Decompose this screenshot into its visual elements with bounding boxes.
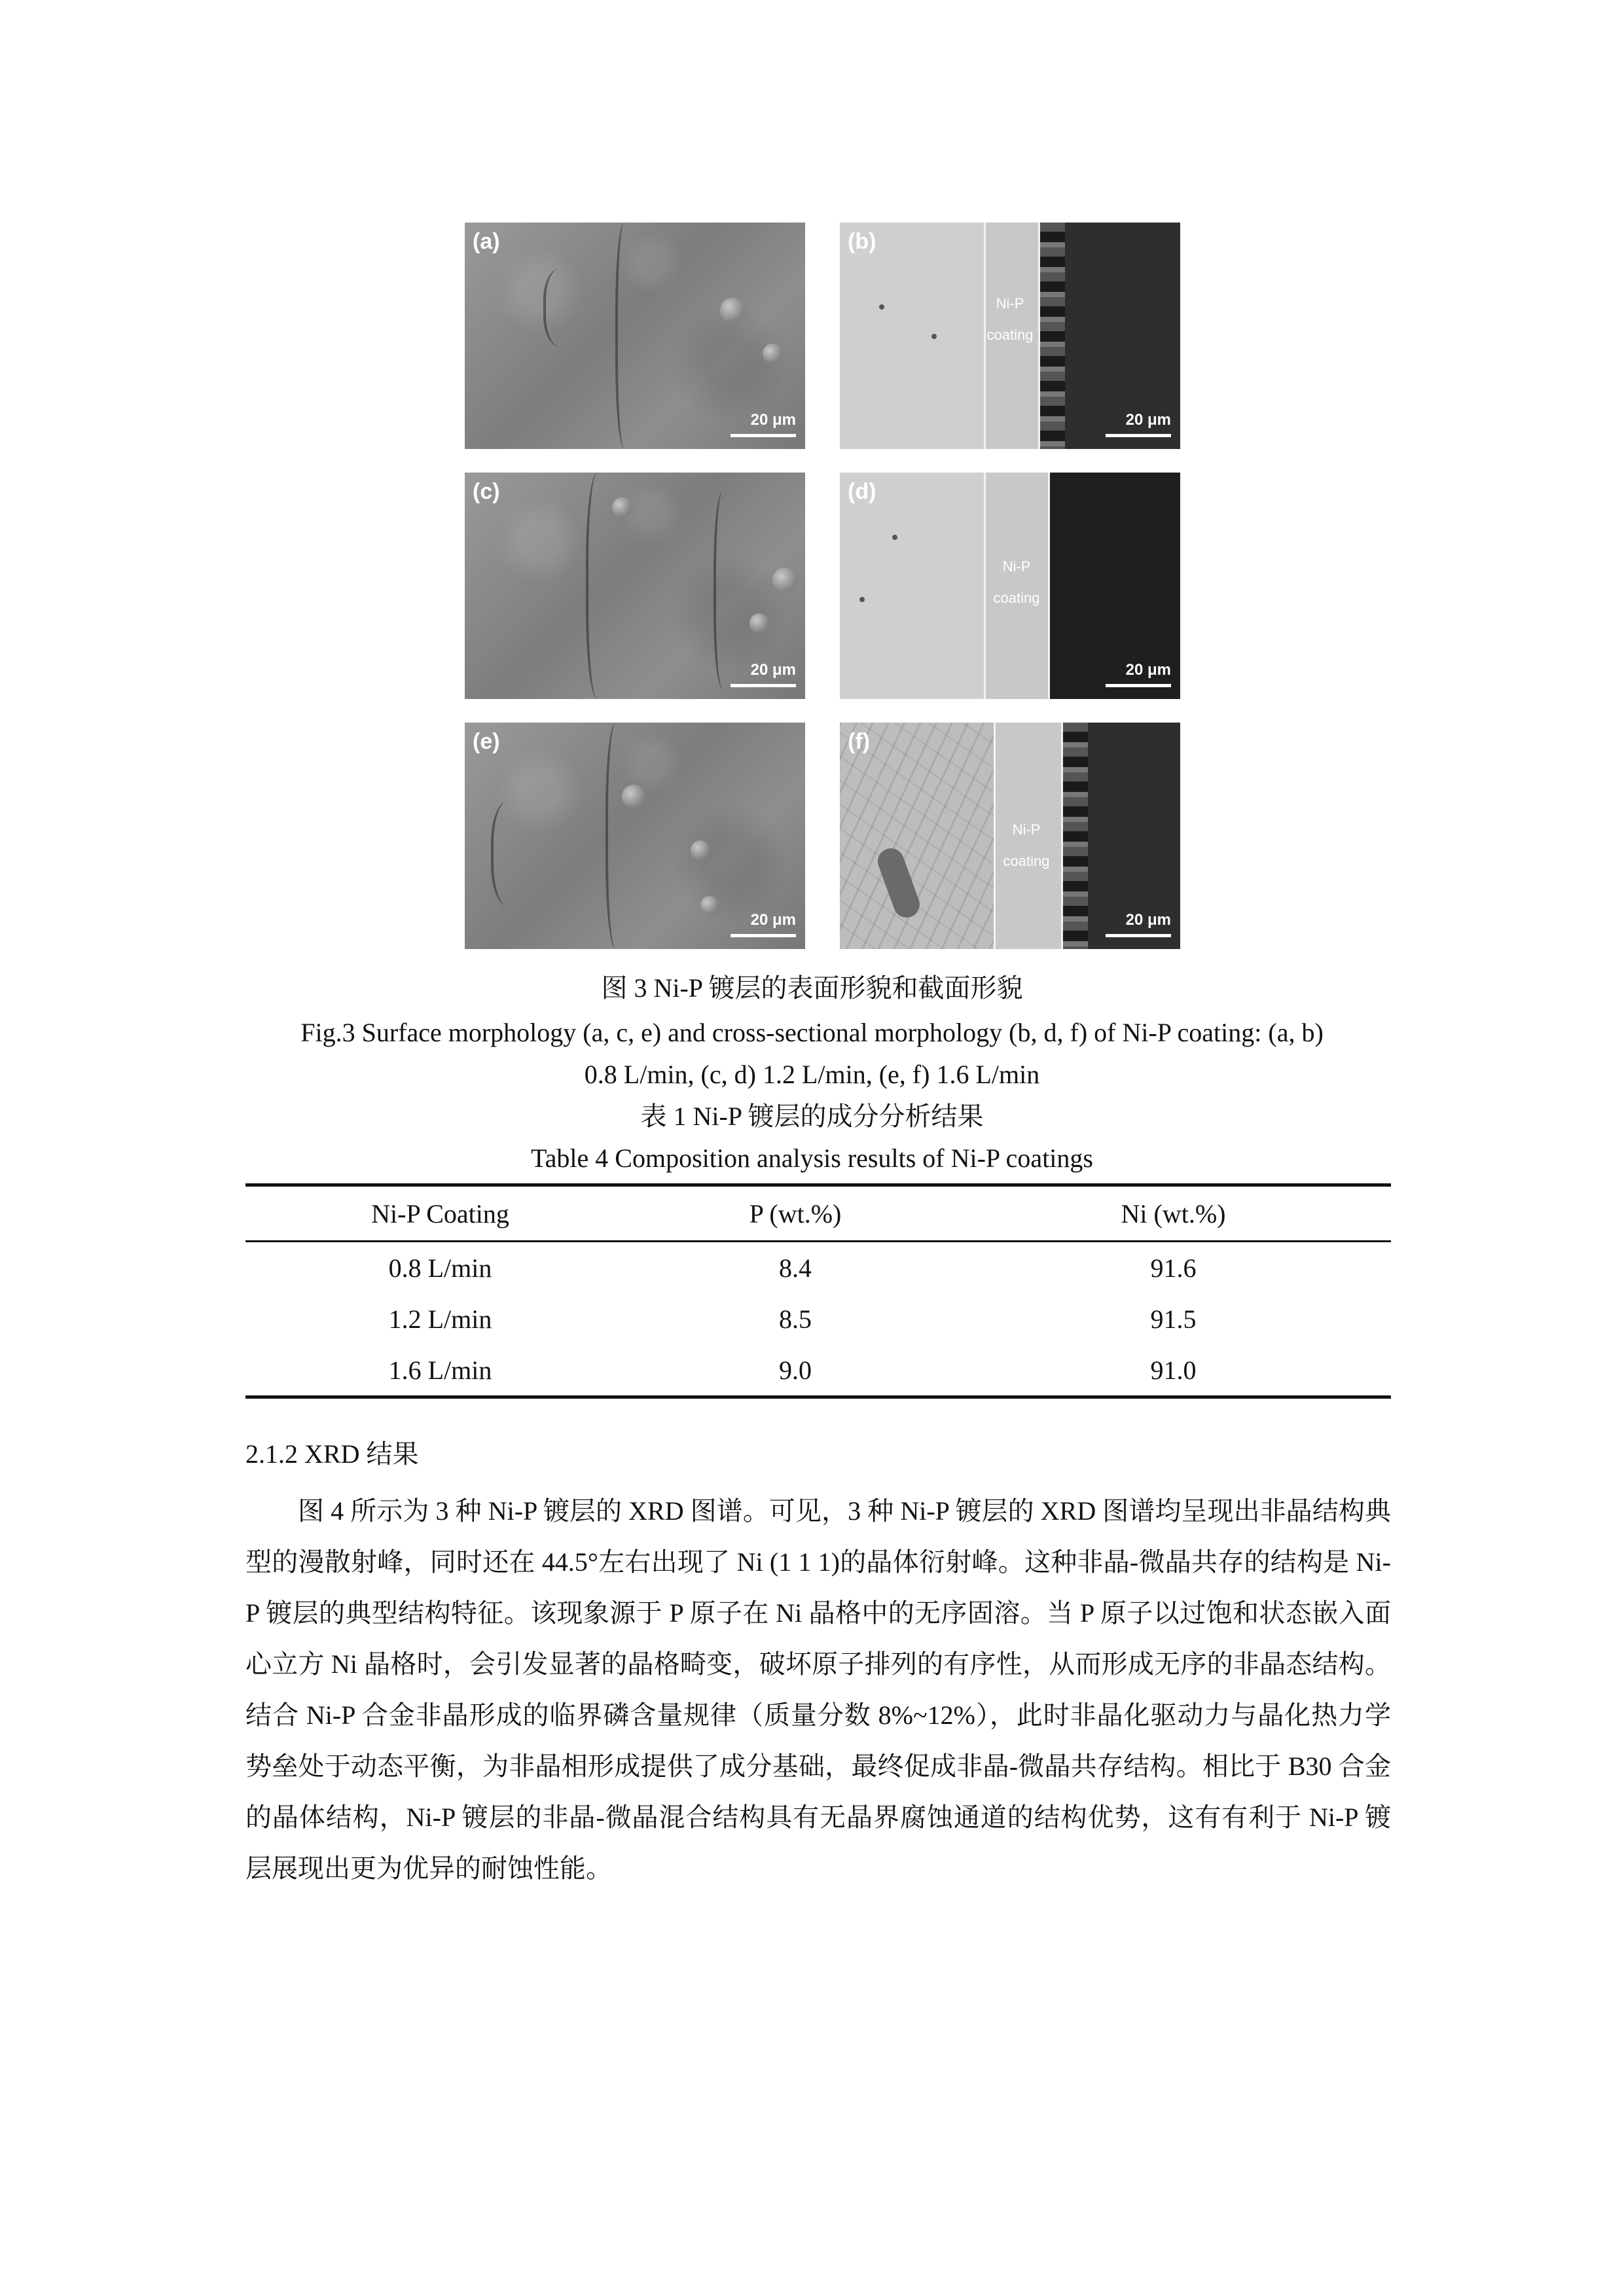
coating-label: Ni-P coating xyxy=(986,295,1034,343)
figure-caption-en-line1: Fig.3 Surface morphology (a, c, e) and cross-sectional morphology (b, d, f) of Ni-P coating: (a, b) xyxy=(300,1018,1324,1047)
table-cell: 91.6 xyxy=(1150,1253,1197,1283)
substrate-region xyxy=(840,473,984,699)
scale-bar xyxy=(731,684,796,687)
figure-panel-a xyxy=(465,223,805,449)
table-cell: 1.2 L/min xyxy=(388,1304,492,1334)
table-header: Ni (wt.%) xyxy=(956,1185,1391,1242)
scale-label: 20 μm xyxy=(750,911,796,929)
crack-line xyxy=(543,268,585,347)
table-cell: 0.8 L/min xyxy=(388,1253,492,1283)
nodule xyxy=(612,497,632,517)
table-cell: 8.5 xyxy=(779,1304,812,1334)
figure-caption-en-line2: 0.8 L/min, (c, d) 1.2 L/min, (e, f) 1.6 L/min xyxy=(584,1060,1040,1089)
scale-label: 20 μm xyxy=(750,661,796,679)
scale-label: 20 μm xyxy=(750,411,796,429)
table-cell: 8.4 xyxy=(779,1253,812,1283)
table-row xyxy=(245,1293,1391,1344)
table-row xyxy=(245,1242,1391,1294)
scale-bar xyxy=(1106,934,1171,937)
table-header-row xyxy=(245,1185,1391,1242)
nodule xyxy=(622,785,645,808)
crack-line xyxy=(491,801,533,906)
nodule xyxy=(763,344,782,363)
nodule xyxy=(691,840,710,860)
composition-table xyxy=(245,1183,1391,1399)
substrate-region xyxy=(840,723,994,949)
table-header: P (wt.%) xyxy=(635,1185,956,1242)
table-row xyxy=(245,1344,1391,1397)
nodule xyxy=(772,567,797,592)
scale-bar xyxy=(1106,684,1171,687)
section-title: 2.1.2 XRD 结果 xyxy=(245,1439,419,1469)
substrate-region xyxy=(840,223,984,449)
nodule xyxy=(720,298,745,323)
scale-label: 20 μm xyxy=(1125,661,1171,679)
panel-label: (c) xyxy=(473,479,500,504)
crack-line xyxy=(605,723,631,949)
panel-label: (b) xyxy=(848,229,876,254)
figure-panel-b xyxy=(840,223,1180,449)
figure-panel-d xyxy=(840,473,1180,699)
table-cell: 1.6 L/min xyxy=(388,1355,492,1385)
scale-bar xyxy=(731,434,796,437)
coating-label: Ni-P coating xyxy=(1003,821,1050,869)
table-cell: 91.0 xyxy=(1150,1355,1197,1385)
panel-label: (f) xyxy=(848,729,870,754)
crack-line xyxy=(586,473,615,699)
table-cell: 9.0 xyxy=(779,1355,812,1385)
coating-label: Ni-P coating xyxy=(993,558,1040,606)
panel-label: (a) xyxy=(473,229,500,254)
scale-bar xyxy=(1106,434,1171,437)
table-caption-en: Table 4 Composition analysis results of Ni-P coatings xyxy=(531,1143,1093,1173)
body-paragraph: 图 4 所示为 3 种 Ni-P 镀层的 XRD 图谱。可见，3 种 Ni-P 镀层的 XRD 图谱均呈现出非晶结构典型的漫散射峰，同时还在 44.5°左右出现了 Ni (1 1 1)的晶体衍射峰。这种非晶-微晶共存的结构是 Ni-P 镀层的典型结构特征。该现象源于 P 原子在 Ni 晶格中的无序固溶。当 P 原子以过饱和状态嵌入面心立方 Ni 晶格时，会引发显著的晶格畸变，破坏原子排列的有序性，从而形成无序的非晶态结构。结合 Ni-P 合金非晶形成的临界磷含量规律（质量分数 8%~12%），此时非晶化驱动力与晶化热力学势垒处于动态平衡，为非晶相形成提供了成分基础，最终促成非晶-微晶共存结构。相比于 B30 合金的晶体结构，Ni-P 镀层的非晶-微晶混合结构具有无晶界腐蚀通道的结构优势，这有有利于 Ni-P 镀层展现出更为优异的耐蚀性能。 xyxy=(245,1496,1391,1883)
panel-label: (d) xyxy=(848,479,876,504)
figure-caption-cn: 图 3 Ni-P 镀层的表面形貌和截面形貌 xyxy=(601,973,1023,1003)
panel-label: (e) xyxy=(473,729,500,754)
pit xyxy=(859,597,865,602)
figure-panel-c xyxy=(465,473,805,699)
nodule xyxy=(700,896,719,914)
pit xyxy=(879,304,884,310)
pit xyxy=(892,535,897,540)
scale-bar xyxy=(731,934,796,937)
table-cell: 91.5 xyxy=(1150,1304,1197,1334)
table-header: Ni-P Coating xyxy=(245,1185,635,1242)
nodule xyxy=(749,613,769,633)
crack-line xyxy=(713,492,736,689)
pit xyxy=(931,334,937,339)
crack-line xyxy=(615,223,638,449)
table-caption-cn: 表 1 Ni-P 镀层的成分分析结果 xyxy=(640,1102,984,1131)
scale-label: 20 μm xyxy=(1125,911,1171,929)
figure-panel-f xyxy=(840,723,1180,949)
figure-panel-e xyxy=(465,723,805,949)
scale-label: 20 μm xyxy=(1125,411,1171,429)
